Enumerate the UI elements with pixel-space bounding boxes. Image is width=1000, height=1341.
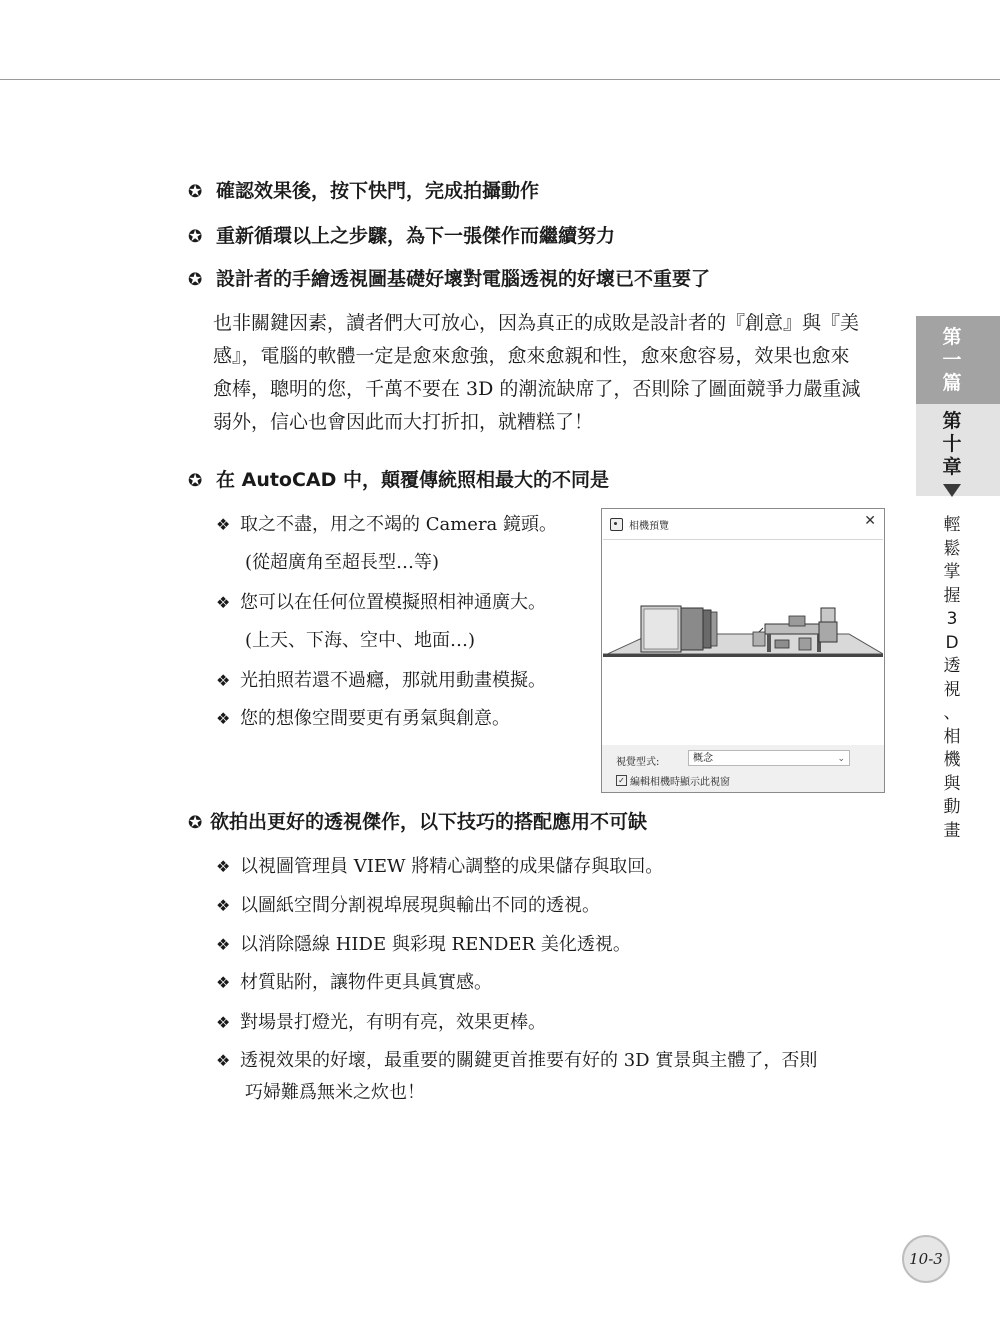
camera-icon xyxy=(610,518,623,531)
header-rule xyxy=(0,79,1000,80)
paragraph-line: 感』，電腦的軟體一定是愈來愈強，愈來愈親和性，愈來愈容易，效果也愈來 xyxy=(213,345,850,367)
list-item: ❖ 材質貼附，讓物件更具眞實感。 xyxy=(216,972,492,993)
dialog-title: 相機預覽 xyxy=(629,520,669,532)
diamond-bullet-icon: ❖ xyxy=(216,515,231,534)
checkbox-icon: ✓ xyxy=(616,775,627,786)
list-item: ❖ 您可以在任何位置模擬照相神通廣大。 xyxy=(216,592,546,613)
diamond-bullet-icon: ❖ xyxy=(216,1051,231,1070)
list-item: ❖ 對場景打燈光，有明有亮，效果更棒。 xyxy=(216,1012,546,1033)
list-item: ❖ 您的想像空間要更有勇氣與創意。 xyxy=(216,708,510,729)
page-number: 10-3 xyxy=(902,1235,950,1283)
diamond-bullet-icon: ❖ xyxy=(216,709,231,728)
diamond-bullet-icon: ❖ xyxy=(216,1013,231,1032)
dialog-title-bar xyxy=(610,515,669,533)
diamond-bullet-icon: ❖ xyxy=(216,593,231,612)
diamond-bullet-icon: ❖ xyxy=(216,896,231,915)
list-item: ❖ 取之不盡，用之不竭的 Camera 鏡頭。 xyxy=(216,514,558,535)
visual-style-value: 概念 xyxy=(693,753,713,764)
heading-4: ✪ 在 AutoCAD 中，顛覆傳統照相最大的不同是 xyxy=(188,469,610,491)
diamond-bullet-icon: ❖ xyxy=(216,973,231,992)
list-item: ❖ 光拍照若還不過癮，那就用動畫模擬。 xyxy=(216,670,546,691)
star-icon: ✪ xyxy=(188,813,203,833)
list-item: ❖ 以消除隱線 HIDE 與彩現 RENDER 美化透視。 xyxy=(216,934,631,955)
list-item-note: (上天、下海、空中、地面…) xyxy=(245,630,476,651)
list-item: ❖ 透視效果的好壞，最重要的關鍵更首推要有好的 3D 實景與主體了，否則 xyxy=(216,1050,818,1071)
diamond-bullet-icon: ❖ xyxy=(216,935,231,954)
body-paragraph xyxy=(213,307,885,439)
star-icon: ✪ xyxy=(188,270,203,290)
diamond-bullet-icon: ❖ xyxy=(216,671,231,690)
camera-preview-viewport xyxy=(603,539,883,744)
camera-preview-dialog xyxy=(601,508,885,793)
triangle-down-icon xyxy=(943,484,961,497)
list-item: ❖ 以圖紙空間分割視埠展現與輸出不同的透視。 xyxy=(216,895,600,916)
show-window-checkbox[interactable] xyxy=(616,773,730,788)
paragraph-line: 愈棒，聰明的您，千萬不要在 3D 的潮流缺席了，否則除了圖面競爭力嚴重減 xyxy=(213,378,861,400)
chapter-title-vertical: 輕 鬆 掌 握 3 D 透 視 、 相 機 與 動 畫 xyxy=(943,515,961,841)
heading-1: ✪ 確認效果後，按下快門，完成拍攝動作 xyxy=(188,180,540,202)
checkbox-label: 編輯相機時顯示此視窗 xyxy=(630,777,730,788)
chapter-label: 第 十 章 xyxy=(942,410,962,478)
close-icon[interactable]: ✕ xyxy=(864,513,876,529)
list-item: ❖ 以視圖管理員 VIEW 將精心調整的成果儲存與取回。 xyxy=(216,856,664,877)
list-item-note: (從超廣角至超長型…等) xyxy=(245,552,440,573)
heading-3: ✪ 設計者的手繪透視圖基礎好壞對電腦透視的好壞已不重要了 xyxy=(188,268,711,290)
heading-2: ✪ 重新循環以上之步驟，為下一張傑作而繼續努力 xyxy=(188,225,616,247)
visual-style-select[interactable] xyxy=(688,750,850,766)
paragraph-line: 弱外，信心也會因此而大打折扣，就糟糕了！ xyxy=(213,411,594,433)
visual-style-label: 視覺型式: xyxy=(616,757,660,768)
star-icon: ✪ xyxy=(188,471,203,491)
paragraph-line: 也非關鍵因素，讀者們大可放心，因為真正的成敗是設計者的『創意』與『美 xyxy=(213,312,860,334)
star-icon: ✪ xyxy=(188,182,203,202)
star-icon: ✪ xyxy=(188,227,203,247)
heading-5: ✪ 欲拍出更好的透視傑作，以下技巧的搭配應用不可缺 xyxy=(188,811,648,833)
chevron-down-icon: ⌄ xyxy=(837,754,845,764)
scene-preview-image xyxy=(603,540,883,744)
diamond-bullet-icon: ❖ xyxy=(216,857,231,876)
dialog-options-panel xyxy=(602,745,884,792)
part-label: 第 一 篇 xyxy=(942,326,962,394)
list-item-continuation: 巧婦難爲無米之炊也！ xyxy=(245,1082,425,1103)
